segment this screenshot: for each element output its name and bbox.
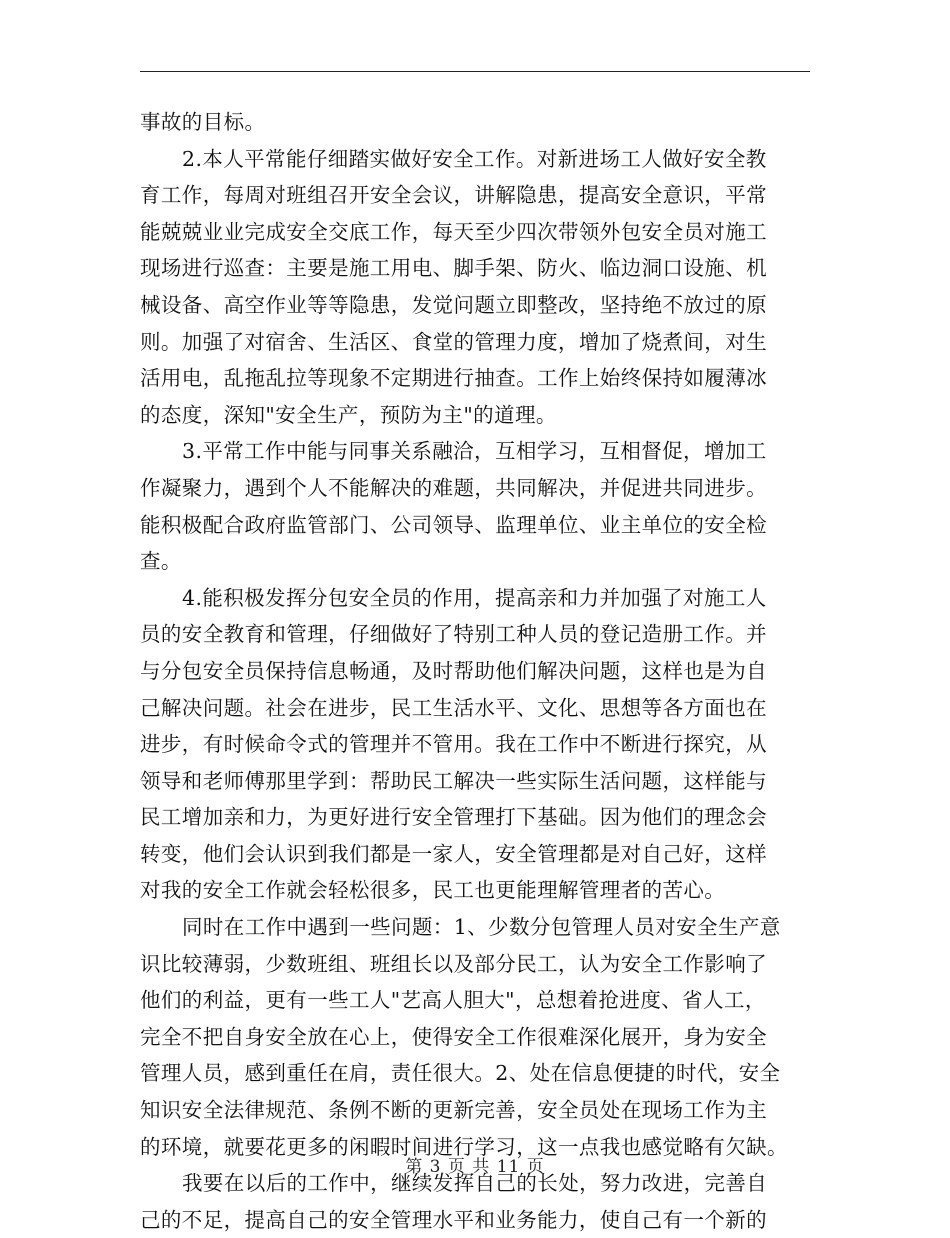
text-line: 育工作，每周对班组召开安全会议，讲解隐患，提高安全意识，平常 xyxy=(140,183,767,208)
document-body xyxy=(140,104,810,1238)
text-line: 3.平常工作中能与同事关系融洽，互相学习，互相督促，增加工 xyxy=(182,439,767,464)
page-footer xyxy=(0,1152,950,1177)
text-line: 识比较薄弱，少数班组、班组长以及部分民工，认为安全工作影响了 xyxy=(140,951,767,976)
text-line: 我要在以后的工作中，继续发挥自己的长处，努力改进，完善自 xyxy=(182,1171,768,1196)
text-line: 4.能积极发挥分包安全员的作用，提高亲和力并加强了对施工人 xyxy=(182,585,767,610)
text-line: 械设备、高空作业等等隐患，发觉问题立即整改，坚持绝不放过的原 xyxy=(140,292,767,317)
text-line: 的态度，深知"安全生产，预防为主"的道理。 xyxy=(140,402,557,427)
text-line: 己解决问题。社会在进步，民工生活水平、文化、思想等各方面也在 xyxy=(140,695,767,720)
text-line: 对我的安全工作就会轻松很多，民工也更能理解管理者的苦心。 xyxy=(140,878,726,903)
text-line: 的环境，就要花更多的闲暇时间进行学习，这一点我也感觉略有欠缺。 xyxy=(140,1134,788,1159)
text-line: 知识安全法律规范、条例不断的更新完善，安全员处在现场工作为主 xyxy=(140,1098,767,1123)
text-line: 民工增加亲和力，为更好进行安全管理打下基础。因为他们的理念会 xyxy=(140,805,767,830)
text-line: 则。加强了对宿舍、生活区、食堂的管理力度，增加了烧煮间，对生 xyxy=(140,329,767,354)
header-rule xyxy=(140,71,810,72)
text-line: 管理人员，感到重任在肩，责任很大。2、处在信息便捷的时代，安全 xyxy=(140,1061,781,1086)
text-line: 进步，有时候命令式的管理并不管用。我在工作中不断进行探究，从 xyxy=(140,732,767,757)
text-line: 事故的目标。 xyxy=(140,110,266,134)
text-line: 能积极配合政府监管部门、公司领导、监理单位、业主单位的安全检 xyxy=(140,512,767,537)
text-line: 完全不把自身安全放在心上，使得安全工作很难深化展开，身为安全 xyxy=(140,1024,767,1049)
text-line: 己的不足，提高自己的安全管理水平和业务能力，使自己有一个新的 xyxy=(140,1207,767,1232)
text-line: 与分包安全员保持信息畅通，及时帮助他们解决问题，这样也是为自 xyxy=(140,658,767,683)
text-line: 同时在工作中遇到一些问题：1、少数分包管理人员对安全生产意 xyxy=(182,915,781,940)
text-line: 现场进行巡查：主要是施工用电、脚手架、防火、临边洞口设施、机 xyxy=(140,256,767,281)
text-line: 活用电，乱拖乱拉等现象不定期进行抽查。工作上始终保持如履薄冰 xyxy=(140,366,767,391)
text-line: 员的安全教育和管理，仔细做好了特别工种人员的登记造册工作。并 xyxy=(140,622,767,647)
text-line: 他们的利益，更有一些工人"艺高人胆大"，总想着抢进度、省人工， xyxy=(140,988,766,1013)
text-line: 能兢兢业业完成安全交底工作，每天至少四次带领外包安全员对施工 xyxy=(140,219,767,244)
text-line: 查。 xyxy=(140,549,182,574)
text-line: 转变，他们会认识到我们都是一家人，安全管理都是对自己好，这样 xyxy=(140,841,767,866)
text-line: 作凝聚力，遇到个人不能解决的难题，共同解决，并促进共同进步。 xyxy=(140,475,767,500)
text-line: 2.本人平常能仔细踏实做好安全工作。对新进场工人做好安全教 xyxy=(182,146,767,171)
text-line: 领导和老师傅那里学到：帮助民工解决一些实际生活问题，这样能与 xyxy=(140,768,767,793)
page-number-label: 第 3 页 共 11 页 xyxy=(405,1157,545,1177)
